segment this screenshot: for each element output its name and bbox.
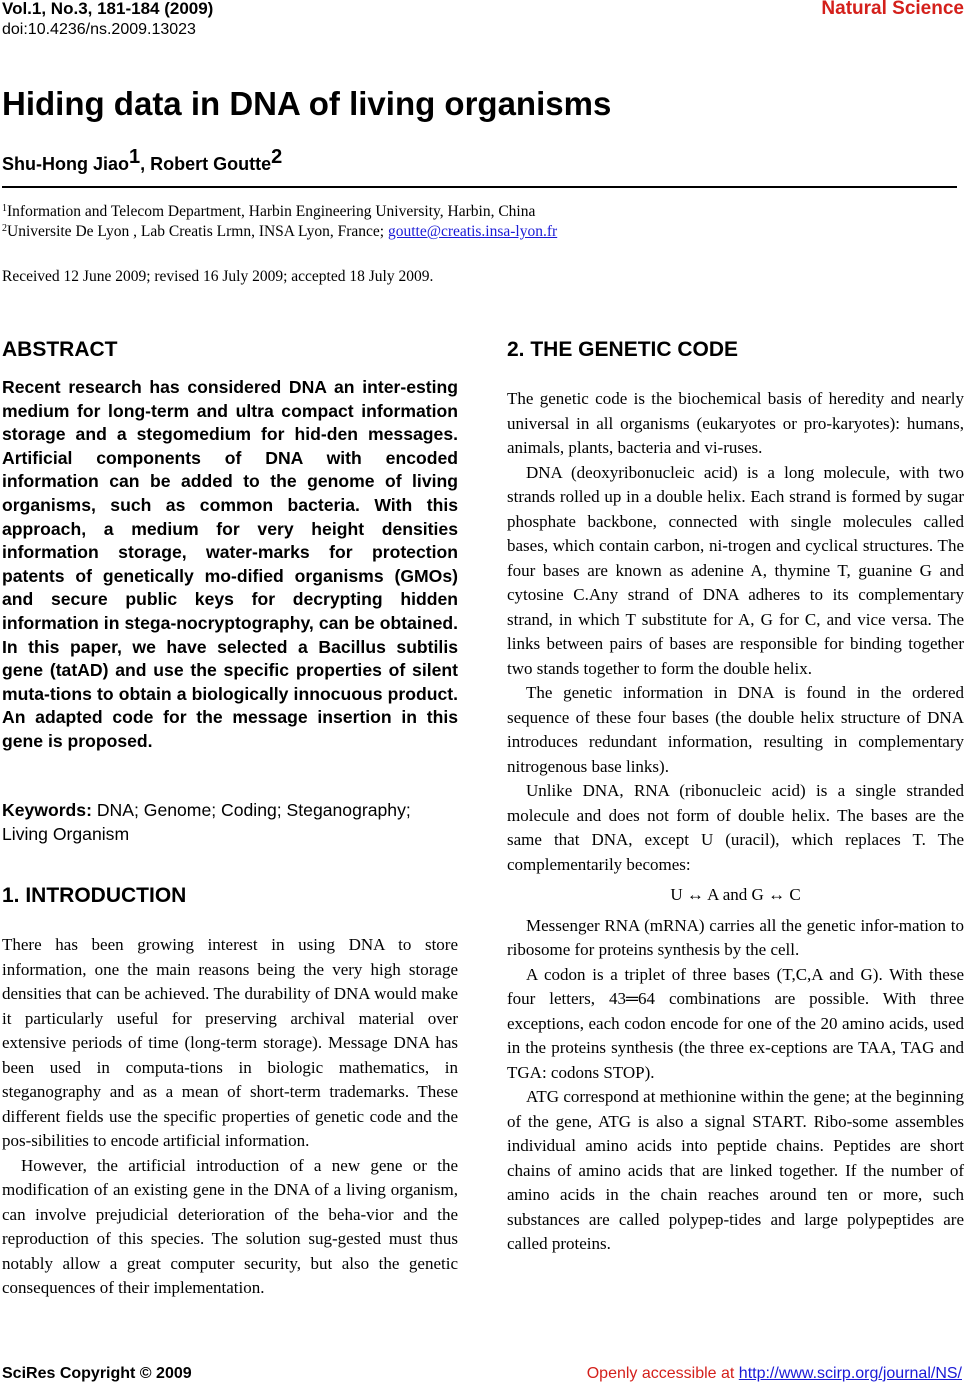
abstract-text: Recent research has considered DNA an inter-esting medium for long-term and ultra compact information storage and a stegomedium for hid-den messages. Artificial components of DNA with encoded information can be added to the genome of living organisms, such as common bacteria. With this approach, a medium for very height densities information storage, water-marks for protection patents of genetically mo-dified organisms (GMOs) and secure public keys for decrypting hidden information in stega-nocryptography, can be obtained. In this paper, we have selected a Bacillus subtilis gene (tatAD) and use the specific properties of silent muta-tions to obtain a biologically innocuous product. An adapted code for the message insertion in this gene is proposed. (2, 377, 458, 751)
intro-paragraph-2: However, the artificial introduction of a new gene or the modification of an existing gene in the DNA of a living organism, can involve prejudicial deterioration of the beha-vior and the reproduction of this species. The solution sug-gested must thus notably allow a great computer security, but also the genetic consequences of their implementation. (2, 1155, 458, 1297)
abstract-heading: ABSTRACT (2, 338, 118, 361)
genetic-paragraph-2: DNA (deoxyribonucleic acid) is a long molecule, with two strands rolled up in a double helix. Each strand is formed by sugar phosphate backbone, connected with single molecules called bases, which contain carbon, ni-trogen and cyclical structures. The four bases are known as adenine A, thymine T, guanine G and cytosine C.Any strand of DNA adheres to its complementary strand, in which T substitute for A, G for C, and vice versa. The links between pairs of bases are responsible for binding together two stands together to form the double helix. (507, 462, 964, 678)
open-access-note (587, 1363, 962, 1385)
open-access-text: Openly accessible at (586, 1365, 739, 1382)
genetic-paragraph-4: Unlike DNA, RNA (ribonucleic acid) is a single stranded molecule and does not form of double helix. The bases are the same that DNA, except U (uracil), which replaces T. The complementarily becomes: (507, 781, 964, 874)
affiliation-2-text: Universite De Lyon , Lab Creatis Lrmn, INSA Lyon, France; (7, 223, 388, 240)
complementarity-equation: U ↔ A and G ↔ C (670, 885, 801, 904)
genetic-code-heading: 2. THE GENETIC CODE (507, 338, 739, 361)
keywords (2, 799, 458, 846)
affiliation-1-mark: 1 (2, 203, 7, 214)
author-2: Robert Goutte (150, 154, 272, 174)
author-1-mark: 1 (129, 146, 141, 168)
affiliation-1 (2, 202, 535, 222)
journal-url-link[interactable]: http://www.scirp.org/journal/NS/ (738, 1365, 962, 1382)
genetic-code-body (507, 387, 964, 1257)
genetic-paragraph-3: The genetic information in DNA is found in the ordered sequence of these four bases (the double helix structure of DNA introduces redundant information, resulting in complementary nitrogenous base links). (507, 683, 964, 776)
genetic-paragraph-7: ATG correspond at methionine within the gene; at the beginning of the gene, ATG is also a signal START. Ribo-some assembles individual amino acids into peptide chains. Peptides are short chains of amino acids that are linked together. If the number of amino acids in the chain reaches around ten or more, such substances are called polypep-tides and large polypeptides are called proteins. (507, 1087, 964, 1253)
genetic-paragraph-1: The genetic code is the biochemical basis of heredity and nearly universal in all organisms (eukaryotes or pro-karyotes): humans, animals, plants, bacteria and vi-ruses. (507, 389, 964, 457)
keywords-label: Keywords: (2, 800, 92, 820)
genetic-paragraph-6: A codon is a triplet of three bases (T,C,A and G). With these four letters, 43═64 combinations are possible. With three exceptions, each codon encode for one of the 20 amino acids, used in the proteins synthesis (the three ex-ceptions are TAA, TAG and TGA: codons STOP). (507, 964, 964, 1082)
title-rule (2, 186, 957, 188)
received-dates: Received 12 June 2009; revised 16 July 2009; accepted 18 July 2009. (2, 268, 434, 285)
introduction-heading: 1. INTRODUCTION (2, 884, 187, 907)
affiliation-1-text: Information and Telecom Department, Harbin Engineering University, Harbin, China (7, 203, 536, 220)
paper-title: Hiding data in DNA of living organisms (2, 85, 612, 122)
author-list (2, 146, 283, 178)
intro-paragraph-1: There has been growing interest in using DNA to store information, one the main reasons being the very high storage densities that can be achieved. The durability of DNA would make it particularly useful for preserving archival material over extensive periods of time (long-term storage). Message DNA has been used in computa-tions in biologic mathematics, in steganography and as a mean of short-term trademarks. These different fields use the specific properties of genetic code and the pos-sibilities to encode artificial information. (2, 935, 458, 1150)
email-link[interactable]: goutte@creatis.insa-lyon.fr (387, 223, 558, 240)
affiliation-2-mark: 2 (2, 223, 7, 234)
author-1: Shu-Hong Jiao (2, 154, 129, 174)
copyright: SciRes Copyright © 2009 (2, 1365, 192, 1382)
doi: doi:10.4236/ns.2009.13023 (2, 21, 196, 38)
genetic-paragraph-5: Messenger RNA (mRNA) carries all the genetic infor-mation to ribosome for proteins synthesis by the cell. (507, 915, 964, 959)
journal-name: Natural Science (821, 0, 964, 19)
author-separator: , (140, 154, 151, 174)
affiliation-2 (2, 222, 557, 242)
introduction-body (2, 933, 458, 1301)
journal-info: Vol.1, No.3, 181-184 (2009) (2, 0, 214, 18)
author-2-mark: 2 (271, 146, 283, 168)
keywords-text: DNA; Genome; Coding; Steganography; Living Organism (2, 800, 411, 844)
